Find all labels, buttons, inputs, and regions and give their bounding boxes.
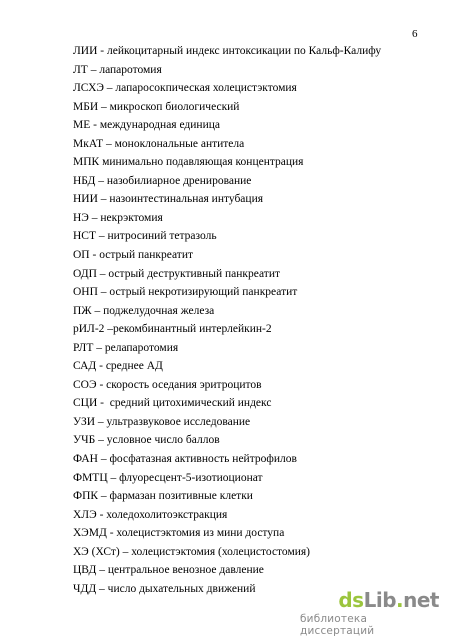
abbreviation-list	[73, 42, 381, 598]
abbreviation-entry: СОЭ - скорость оседания эритроцитов	[73, 378, 262, 391]
abbreviation-entry: ФПК – фармазан позитивные клетки	[73, 490, 253, 503]
logo-lib: Lib	[363, 588, 397, 612]
dslib-logo	[338, 588, 439, 612]
dslib-watermark	[300, 588, 445, 637]
logo-ds: ds	[338, 588, 364, 612]
abbreviation-entry: НСТ – нитросиний тетразоль	[73, 230, 217, 243]
abbreviation-entry: ОНП – острый некротизирующий панкреатит	[73, 286, 298, 299]
watermark-subtitle: библиотека диссертаций	[300, 613, 375, 637]
abbreviation-entry: ПЖ – поджелудочная железа	[73, 304, 215, 317]
abbreviation-entry: СЦИ - средний цитохимический индекс	[73, 397, 272, 410]
abbreviation-entry: НЭ – некрэктомия	[73, 211, 163, 224]
abbreviation-entry: ЛТ – лапаротомия	[73, 63, 162, 76]
abbreviation-entry: рИЛ-2 –рекомбинантный интерлейкин-2	[73, 323, 272, 336]
abbreviation-entry: МЕ - международная единица	[73, 119, 220, 132]
page-number: 6	[412, 28, 418, 40]
abbreviation-entry: МПК минимально подавляющая концентрация	[73, 156, 304, 169]
abbreviation-entry: ЧДД – число дыхательных движений	[73, 582, 256, 595]
abbreviation-entry: ЦВД – центральное венозное давление	[73, 564, 264, 577]
abbreviation-entry: ЛИИ - лейкоцитарный индекс интоксикации по Кальф-Калифу	[73, 45, 382, 57]
abbreviation-entry: ОДП – острый деструктивный панкреатит	[73, 267, 281, 280]
logo-net: net	[403, 588, 439, 612]
abbreviation-entry: НИИ – назоинтестинальная интубация	[73, 193, 264, 206]
abbreviation-entry: ХЛЭ - холедохолитоэкстракция	[73, 508, 228, 521]
abbreviation-entry: ФМТЦ – флуоресцент-5-изотиоционат	[73, 471, 263, 484]
abbreviation-entry: НБД – назобилиарное дренирование	[73, 174, 252, 187]
abbreviation-entry: МкАТ – моноклональные антитела	[73, 137, 245, 150]
abbreviation-entry: ЛСХЭ – лапаросокпическая холецистэктомия	[73, 82, 297, 95]
abbreviation-entry: УЧБ – условное число баллов	[73, 434, 220, 447]
logo-dot: .	[396, 588, 404, 612]
abbreviation-entry: ХЭМД - холецистэктомия из мини доступа	[73, 527, 285, 540]
abbreviation-entry: УЗИ – ультразвуковое исследование	[73, 415, 251, 428]
abbreviation-entry: САД - среднее АД	[73, 360, 163, 373]
abbreviation-entry: ОП - острый панкреатит	[73, 249, 194, 262]
abbreviation-entry: РЛТ – релапаротомия	[73, 341, 179, 354]
abbreviation-entry: ФАН – фосфатазная активность нейтрофилов	[73, 453, 297, 466]
abbreviation-entry: МБИ – микроскоп биологический	[73, 100, 240, 113]
abbreviation-entry: ХЭ (ХСт) – холецистэктомия (холецистостомия)	[73, 545, 311, 558]
